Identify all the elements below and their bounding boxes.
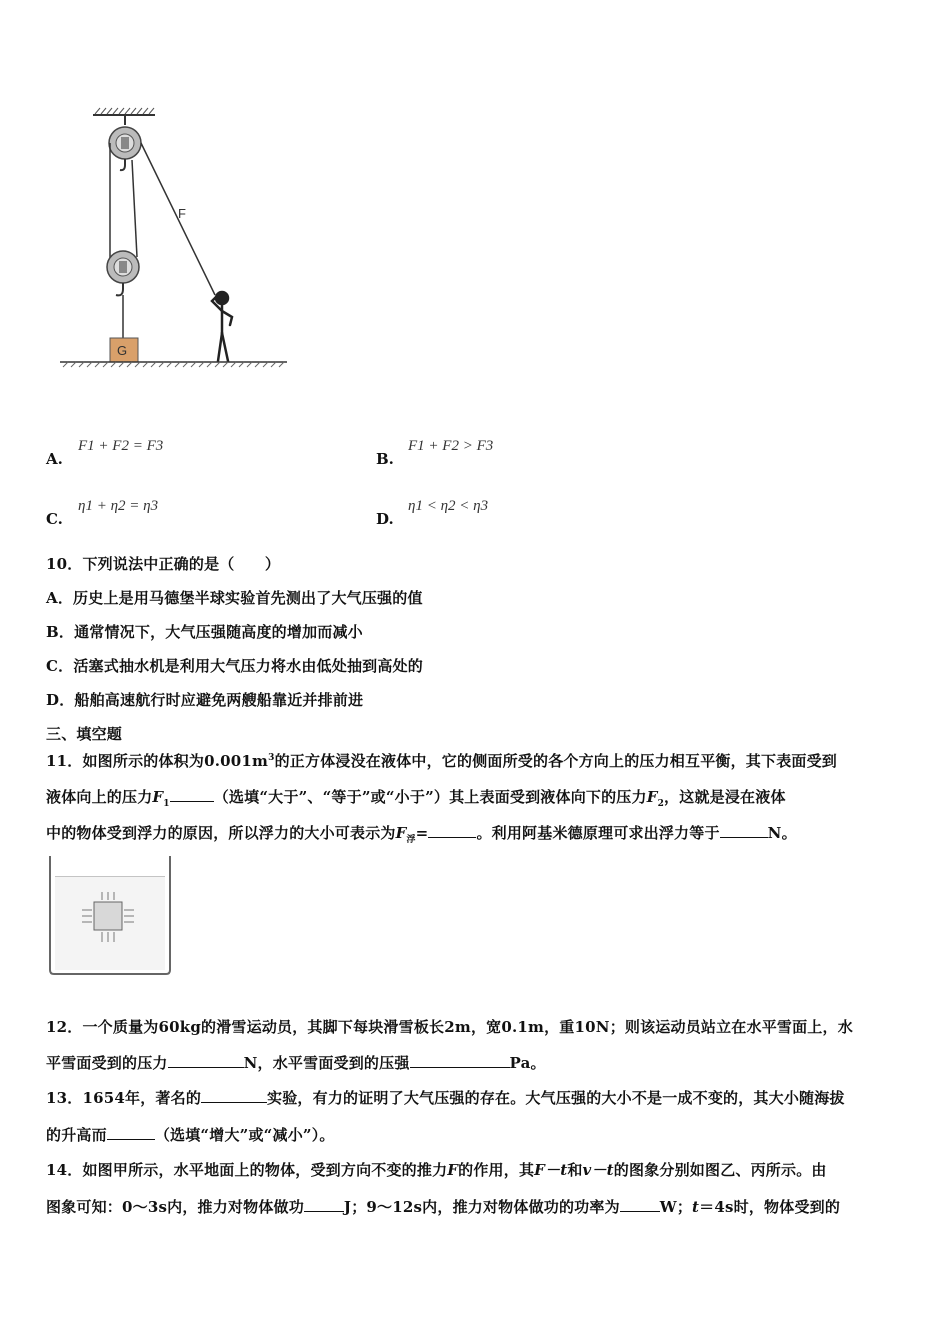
q11-line2: 液体向上的压力$F_1$ （选填“大于”、“等于”或“小于”）其上表面受到液体向下的压力$F_2$，这就是浸在液体 — [46, 788, 786, 809]
q14-line1: 14．如图甲所示，水平地面上的物体，受到方向不变的推力F的作用，其F－t和v－t的图象分别如图乙、丙所示。由 — [46, 1161, 827, 1179]
q10-option-b: B．通常情况下，大气压强随高度的增加而减小 — [46, 623, 363, 641]
q10-stem: 10．下列说法中正确的是（ ） — [46, 555, 281, 573]
q12-line2: 平雪面受到的压力 N，水平雪面受到的压强 Pa。 — [46, 1054, 546, 1072]
q9-option-d-formula: η1 < η2 < η3 — [408, 498, 489, 514]
q9-option-d-label: D. — [376, 510, 394, 528]
person — [212, 292, 232, 361]
q9-option-c-formula: η1 + η2 = η3 — [78, 498, 159, 514]
q13-line2: 的升高而 （选填“增大”或“减小”）。 — [46, 1126, 335, 1144]
q10-option-c: C．活塞式抽水机是利用大气压力将水由低处抽到高处的 — [46, 657, 423, 675]
q9-option-b-formula: F1 + F2 > F3 — [408, 438, 494, 454]
submerged-cube — [94, 902, 122, 930]
q9-option-c-label: C. — [46, 510, 63, 528]
q11-line1: 11．如图所示的体积为$0.001m^3$的正方体浸没在液体中，它的侧面所受的各个方向上的压力相互平衡，其下表面受到 — [46, 752, 837, 770]
q13-line1: 13．1654年，著名的 实验，有力的证明了大气压强的存在。大气压强的大小不是一成不变的，其大小随海拔 — [46, 1089, 845, 1107]
q9-option-a-formula: F1 + F2 = F3 — [78, 438, 164, 454]
q10-option-d: D．船舶高速航行时应避免两艘船靠近并排前进 — [46, 691, 364, 709]
q9-option-a-label: A. — [46, 450, 63, 468]
q11-line3: 中的物体受到浮力的原因，所以浮力的大小可表示为$F_浮=$ 。利用阿基米德原理可求出浮力等于 N。 — [46, 824, 797, 845]
q9-option-b-label: B. — [376, 450, 394, 468]
cube-in-liquid-figure — [44, 852, 178, 978]
weight-label: G — [117, 343, 128, 358]
q11-blank-3[interactable] — [720, 823, 768, 838]
q10-option-a: A．历史上是用马德堡半球实验首先测出了大气压强的值 — [46, 589, 423, 607]
q13-blank-2[interactable] — [107, 1125, 155, 1140]
pulley-figure — [55, 105, 295, 375]
q13-blank-1[interactable] — [201, 1088, 267, 1103]
q14-blank-2[interactable] — [620, 1197, 660, 1212]
q12-blank-2[interactable] — [410, 1053, 510, 1068]
q12-blank-1[interactable] — [168, 1053, 244, 1068]
q14-blank-1[interactable] — [304, 1197, 344, 1212]
q14-line2: 图象可知：0～3s内，推力对物体做功 J；9～12s内，推力对物体做功的功率为 W；t＝4s时，物体受到的 — [46, 1198, 841, 1216]
q11-blank-2[interactable] — [428, 823, 476, 838]
section-title: 三、填空题 — [46, 725, 123, 743]
force-label: F — [178, 206, 186, 221]
q12-line1: 12．一个质量为60kg的滑雪运动员，其脚下每块滑雪板长2m，宽0.1m，重10N；则该运动员站立在水平雪面上，水 — [46, 1018, 853, 1036]
q11-blank-1[interactable] — [170, 787, 214, 802]
